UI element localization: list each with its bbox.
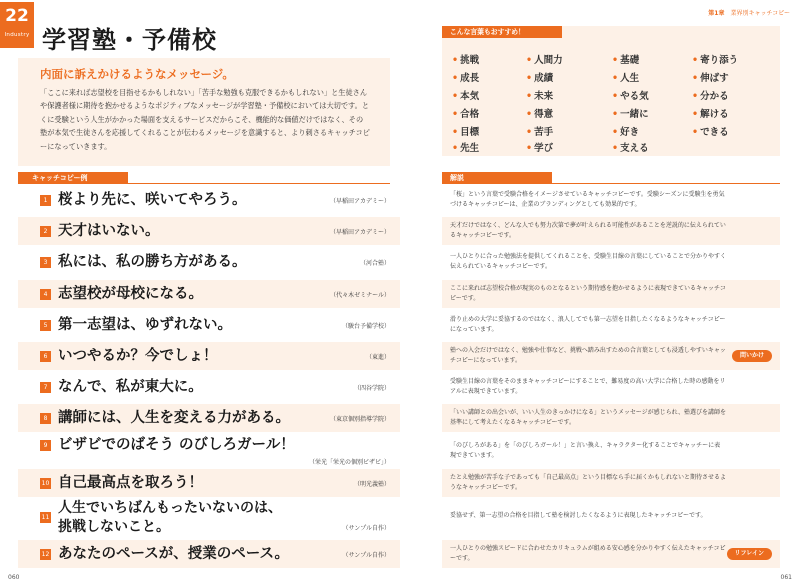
recommended-word-text: 分かる xyxy=(700,91,729,102)
explanation-header: 解説 xyxy=(442,172,552,184)
recommended-word-text: 得意 xyxy=(534,109,554,120)
bullet-icon: • xyxy=(612,55,619,66)
explanation-text: 妥協せず、第一志望の合格を目指して塾を検討したくなるように表現したキャッチコピーです。 xyxy=(450,512,707,519)
example-number: 12 xyxy=(41,551,50,558)
explanation-row xyxy=(442,499,780,537)
explanation-row xyxy=(442,311,780,339)
bullet-icon: • xyxy=(526,127,533,138)
example-source: （四谷学院） xyxy=(353,385,390,392)
explanation-text: 天才だけではなく、どんな人でも努力次第で夢が叶えられる可能性があることを逆説的に伝えられているキャッチコピーです。 xyxy=(450,222,726,239)
chapter-header xyxy=(708,8,790,17)
bullet-icon: • xyxy=(452,143,459,154)
example-copy: 講師には、人生を変える力がある。 xyxy=(58,410,290,426)
example-number: 5 xyxy=(40,320,51,331)
example-row xyxy=(18,404,400,432)
recommended-word-text: 本気 xyxy=(460,91,480,102)
explanation-text: 滑り止めの大学に妥協するのではなく、浪人してでも第一志望を目指したくなるようなキャッチコピーになっています。 xyxy=(450,316,726,333)
recommended-word xyxy=(692,124,729,138)
recommended-word xyxy=(452,124,479,138)
example-row xyxy=(18,469,400,497)
example-source: （栄光「栄光の個別ビザビ」） xyxy=(308,459,390,466)
recommended-word-text: できる xyxy=(700,127,729,138)
explanation-row xyxy=(442,540,780,568)
example-number: 2 xyxy=(40,226,51,237)
example-copy: 第一志望は、ゆずれない。 xyxy=(58,317,232,333)
recommended-word xyxy=(692,52,738,66)
bullet-icon: • xyxy=(526,55,533,66)
recommended-word-text: 未来 xyxy=(534,91,554,102)
bullet-icon: • xyxy=(692,109,699,120)
recommended-words-header: こんな言葉もおすすめ！ xyxy=(442,26,562,38)
right-page-number: 061 xyxy=(780,574,792,581)
example-row xyxy=(18,186,400,214)
recommended-word xyxy=(612,140,649,154)
recommended-word xyxy=(612,106,649,120)
bullet-icon: • xyxy=(612,109,619,120)
recommended-word-text: 好き xyxy=(620,127,640,138)
example-copy: 天才はいない。 xyxy=(58,223,160,239)
recommended-word xyxy=(452,52,479,66)
bullet-icon: • xyxy=(452,55,459,66)
explanation-row xyxy=(442,248,780,276)
explanation-text: 一人ひとりの勉強スピードに合わせたカリキュラムが組める安心感を分かりやすく伝えたキャッチコピーです。 xyxy=(450,545,726,562)
example-copy: あなたのペースが、授業のペース。 xyxy=(58,546,289,562)
example-row xyxy=(18,499,400,537)
explanation-text: 塾への入会だけではなく、勉強や仕事など、挑戦へ踏み出すための合言葉としても浸透しやすいキャッチコピーになっています。 xyxy=(450,347,726,364)
example-number: 6 xyxy=(40,351,51,362)
example-number: 8 xyxy=(40,413,51,424)
example-source: （代々木ゼミナール） xyxy=(330,292,390,299)
example-source: （東京個別指導学院） xyxy=(329,416,390,423)
recommended-word xyxy=(612,88,649,102)
bullet-icon: • xyxy=(452,73,459,84)
recommended-word xyxy=(526,52,563,66)
recommended-word-text: 成長 xyxy=(460,73,480,84)
industry-number-badge xyxy=(0,2,34,48)
intro-title: 内面に訴えかけるようなメッセージ。 xyxy=(40,67,234,81)
bullet-icon: • xyxy=(612,127,619,138)
recommended-word xyxy=(526,140,553,154)
example-source: （明光義塾） xyxy=(353,481,390,488)
bullet-icon: • xyxy=(526,91,533,102)
recommended-word xyxy=(612,124,639,138)
example-copy-line-2: 挑戦しないこと。 xyxy=(58,519,170,535)
explanation-text: ここに来れば志望校合格が現実のものとなるという期待感を抱かせるように表現できているキャッチコピーです。 xyxy=(450,285,726,302)
intro-box xyxy=(18,58,390,166)
explanation-text: 一人ひとりに合った勉強法を提供してくれることを、受験生目線の言葉にしていることで分かりやすく伝えられているキャッチコピーです。 xyxy=(450,253,727,270)
chapter-title: 業界別キャッチコピー xyxy=(730,10,790,17)
bullet-icon: • xyxy=(612,91,619,102)
industry-number: 22 xyxy=(5,6,29,26)
example-number: 10 xyxy=(41,480,50,487)
bullet-icon: • xyxy=(526,109,533,120)
recommended-word xyxy=(692,106,729,120)
bullet-icon: • xyxy=(526,73,533,84)
example-copy: ビザビでのばそう のびしろガール！ xyxy=(58,437,295,453)
example-row xyxy=(18,435,400,467)
example-number: 4 xyxy=(40,289,51,300)
recommended-word xyxy=(452,140,479,154)
example-copy: 私には、私の勝ち方がある。 xyxy=(58,254,247,270)
example-row xyxy=(18,248,400,276)
explanation-row xyxy=(442,373,780,401)
example-number: 3 xyxy=(40,257,51,268)
example-row xyxy=(18,342,400,370)
bullet-icon: • xyxy=(526,143,533,154)
bullet-icon: • xyxy=(692,127,699,138)
bullet-icon: • xyxy=(452,109,459,120)
recommended-word xyxy=(526,106,553,120)
bullet-icon: • xyxy=(692,55,699,66)
recommended-word xyxy=(692,88,729,102)
example-source: （サンプル自作） xyxy=(342,552,390,559)
explanation-row xyxy=(442,217,780,245)
recommended-word-text: やる気 xyxy=(620,91,649,102)
recommended-word xyxy=(612,52,639,66)
bullet-icon: • xyxy=(612,73,619,84)
explanation-header-rule xyxy=(552,183,780,184)
recommended-word xyxy=(526,124,553,138)
recommended-word-text: 基礎 xyxy=(620,55,640,66)
recommended-word-text: 寄り添う xyxy=(700,55,739,66)
example-row xyxy=(18,373,400,401)
example-source: （河合塾） xyxy=(359,260,390,267)
explanation-text: 「いい講師との出会いが、いい人生のきっかけになる」というメッセージが感じられ、塾選びを講師を基準にして考えたくなるキャッチコピーです。 xyxy=(450,409,727,426)
recommended-word xyxy=(452,70,479,84)
example-source: （東進） xyxy=(365,354,390,361)
recommended-word-text: 解ける xyxy=(700,109,729,120)
example-source: （サンプル自作） xyxy=(342,525,390,532)
recommended-word-text: 先生 xyxy=(460,143,480,154)
bullet-icon: • xyxy=(612,143,619,154)
explanation-row xyxy=(442,404,780,432)
example-source: （駿台予備学校） xyxy=(341,323,390,330)
explanation-row xyxy=(442,280,780,308)
example-copy: なんで、私が東大に。 xyxy=(58,379,203,395)
technique-tag: リフレイン xyxy=(727,548,772,560)
recommended-word-text: 学び xyxy=(534,143,554,154)
bullet-icon: • xyxy=(692,91,699,102)
example-row xyxy=(18,217,400,245)
examples-header: キャッチコピー例 xyxy=(18,172,128,184)
example-source: （早稲田アカデミー） xyxy=(330,198,390,205)
recommended-word xyxy=(452,88,479,102)
explanation-row xyxy=(442,469,780,497)
example-copy: 桜より先に、咲いてやろう。 xyxy=(58,192,247,208)
explanation-text: 受験生目線の言葉をそのままキャッチコピーにすることで、難易度の高い大学に合格した時の感動をリアルに表現できています。 xyxy=(450,378,726,395)
recommended-word xyxy=(612,70,639,84)
explanation-text: 「桜」という言葉で受験合格をイメージさせているキャッチコピーです。受験シーズンに受験生を勇気づけるキャッチコピーは、企業のブランディングとしても効果的です。 xyxy=(450,191,725,208)
intro-body: 「ここに来れば志望校を目指せるかもしれない」「苦手な勉強も克服できるかもしれない」と生徒さんや保護者様に期待を抱かせるようなポジティブなメッセージが学習塾・予備校においては大切です。とくに受験という人生がかかった場面を支えるサービスだからこそ、機能的な価値だけではなく、その塾が本気で生徒さんを応援してくれることが伝わるメッセージを意識すると、より刺さるキャッチコピーになっていきます。 xyxy=(40,88,370,151)
recommended-word xyxy=(452,106,479,120)
recommended-word-text: 伸ばす xyxy=(700,73,729,84)
recommended-word-text: 目標 xyxy=(460,127,480,138)
chapter-label: 第1章 xyxy=(708,10,725,17)
recommended-word xyxy=(526,70,553,84)
recommended-word-text: 挑戦 xyxy=(460,55,480,66)
example-number: 7 xyxy=(40,382,51,393)
explanation-row xyxy=(442,342,780,370)
example-copy-line-1: 人生でいちばんもったいないのは、 xyxy=(58,500,282,516)
example-copy: 志望校が母校になる。 xyxy=(58,286,203,302)
technique-tag: 問いかけ xyxy=(732,350,772,362)
recommended-word-text: 人間力 xyxy=(534,55,563,66)
recommended-word xyxy=(692,70,729,84)
recommended-word xyxy=(526,88,553,102)
explanation-text: たとえ勉強が苦手な子であっても「自己最高点」という目標なら手に届くかもしれないと期待させるようなキャッチコピーです。 xyxy=(450,474,726,491)
example-number: 11 xyxy=(41,514,50,521)
example-row xyxy=(18,311,400,339)
example-row xyxy=(18,540,400,568)
recommended-word-text: 人生 xyxy=(620,73,640,84)
example-copy: 自己最高点を取ろう！ xyxy=(58,475,203,491)
bullet-icon: • xyxy=(452,91,459,102)
recommended-word-text: 成績 xyxy=(534,73,554,84)
bullet-icon: • xyxy=(452,127,459,138)
example-number: 1 xyxy=(40,195,51,206)
recommended-word-text: 一緒に xyxy=(620,109,649,120)
industry-label: Industry xyxy=(4,32,30,38)
bullet-icon: • xyxy=(692,73,699,84)
explanation-row xyxy=(442,186,780,214)
examples-header-rule xyxy=(128,183,390,184)
recommended-word-text: 支える xyxy=(620,143,649,154)
recommended-word-text: 苦手 xyxy=(534,127,554,138)
example-row xyxy=(18,280,400,308)
example-number: 9 xyxy=(40,440,51,451)
example-source: （早稲田アカデミー） xyxy=(330,229,390,236)
recommended-word-text: 合格 xyxy=(460,109,480,120)
example-copy: いつやるか？今でしょ！ xyxy=(58,348,218,364)
recommended-words-box xyxy=(442,26,780,156)
explanation-row xyxy=(442,435,780,467)
page-title: 学習塾・予備校 xyxy=(42,26,217,54)
left-page-number: 060 xyxy=(8,574,20,581)
explanation-text: 「のびしろがある」を「のびしろガール！」と言い換え、キャラクター化することでキャッチーに表現できています。 xyxy=(450,442,721,459)
